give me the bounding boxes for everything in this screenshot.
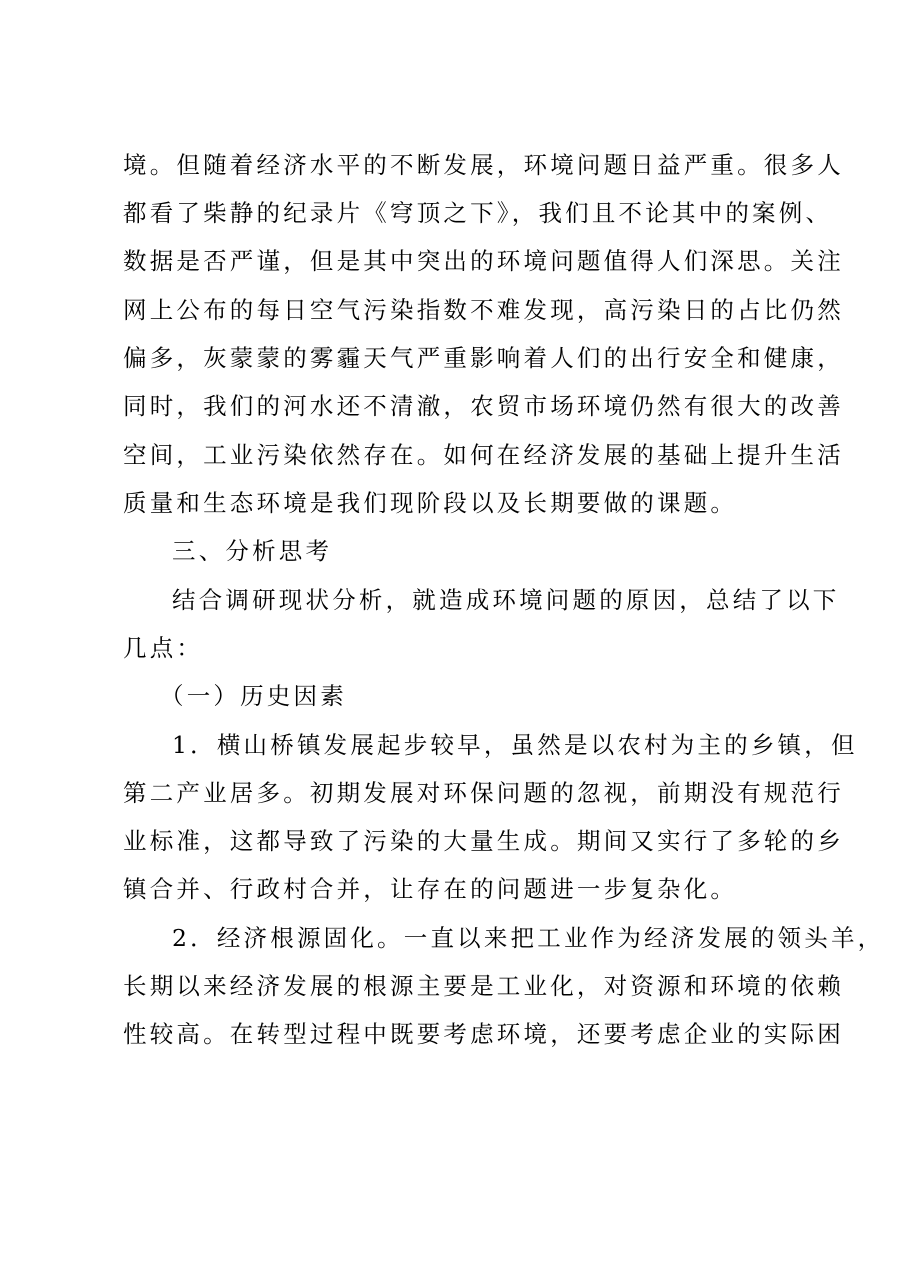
body-text-line: 境。但随着经济水平的不断发展，环境问题日益严重。很多人	[123, 151, 844, 179]
body-text-line: 偏多，灰蒙蒙的雾霾天气严重影响着人们的出行安全和健康，	[123, 344, 844, 372]
body-text-line: 几点：	[123, 634, 204, 662]
body-text-line: 数据是否严谨，但是其中突出的环境问题值得人们深思。关注	[123, 247, 844, 275]
body-text-line: 都看了柴静的纪录片《穹顶之下》，我们且不论其中的案例、	[123, 199, 833, 227]
list-item-text: 2．经济根源固化。一直以来把工业作为经济发展的领头羊，	[172, 924, 885, 952]
subsection-heading: （一）历史因素	[160, 682, 347, 710]
body-text-line: 同时，我们的河水还不清澈，农贸市场环境仍然有很大的改善	[123, 392, 844, 420]
body-text-line: 质量和生态环境是我们现阶段以及长期要做的课题。	[123, 489, 738, 517]
body-text-line: 空间，工业污染依然存在。如何在经济发展的基础上提升生活	[123, 441, 844, 469]
section-heading: 三、分析思考	[172, 537, 333, 565]
body-text-line: 结合调研现状分析，就造成环境问题的原因，总结了以下	[172, 586, 840, 614]
body-text-line: 网上公布的每日空气污染指数不难发现，高污染日的占比仍然	[123, 296, 844, 324]
list-item-text: 业标准，这都导致了污染的大量生成。期间又实行了多轮的乡	[123, 827, 844, 855]
list-item-text: 第二产业居多。初期发展对环保问题的忽视，前期没有规范行	[123, 779, 844, 807]
list-item-text: 性较高。在转型过程中既要考虑环境，还要考虑企业的实际困	[123, 1020, 844, 1048]
list-item-text: 1．横山桥镇发展起步较早，虽然是以农村为主的乡镇，但	[172, 731, 858, 759]
list-item-text: 镇合并、行政村合并，让存在的问题进一步复杂化。	[123, 875, 738, 903]
list-item-text: 长期以来经济发展的根源主要是工业化，对资源和环境的依赖	[123, 972, 844, 1000]
